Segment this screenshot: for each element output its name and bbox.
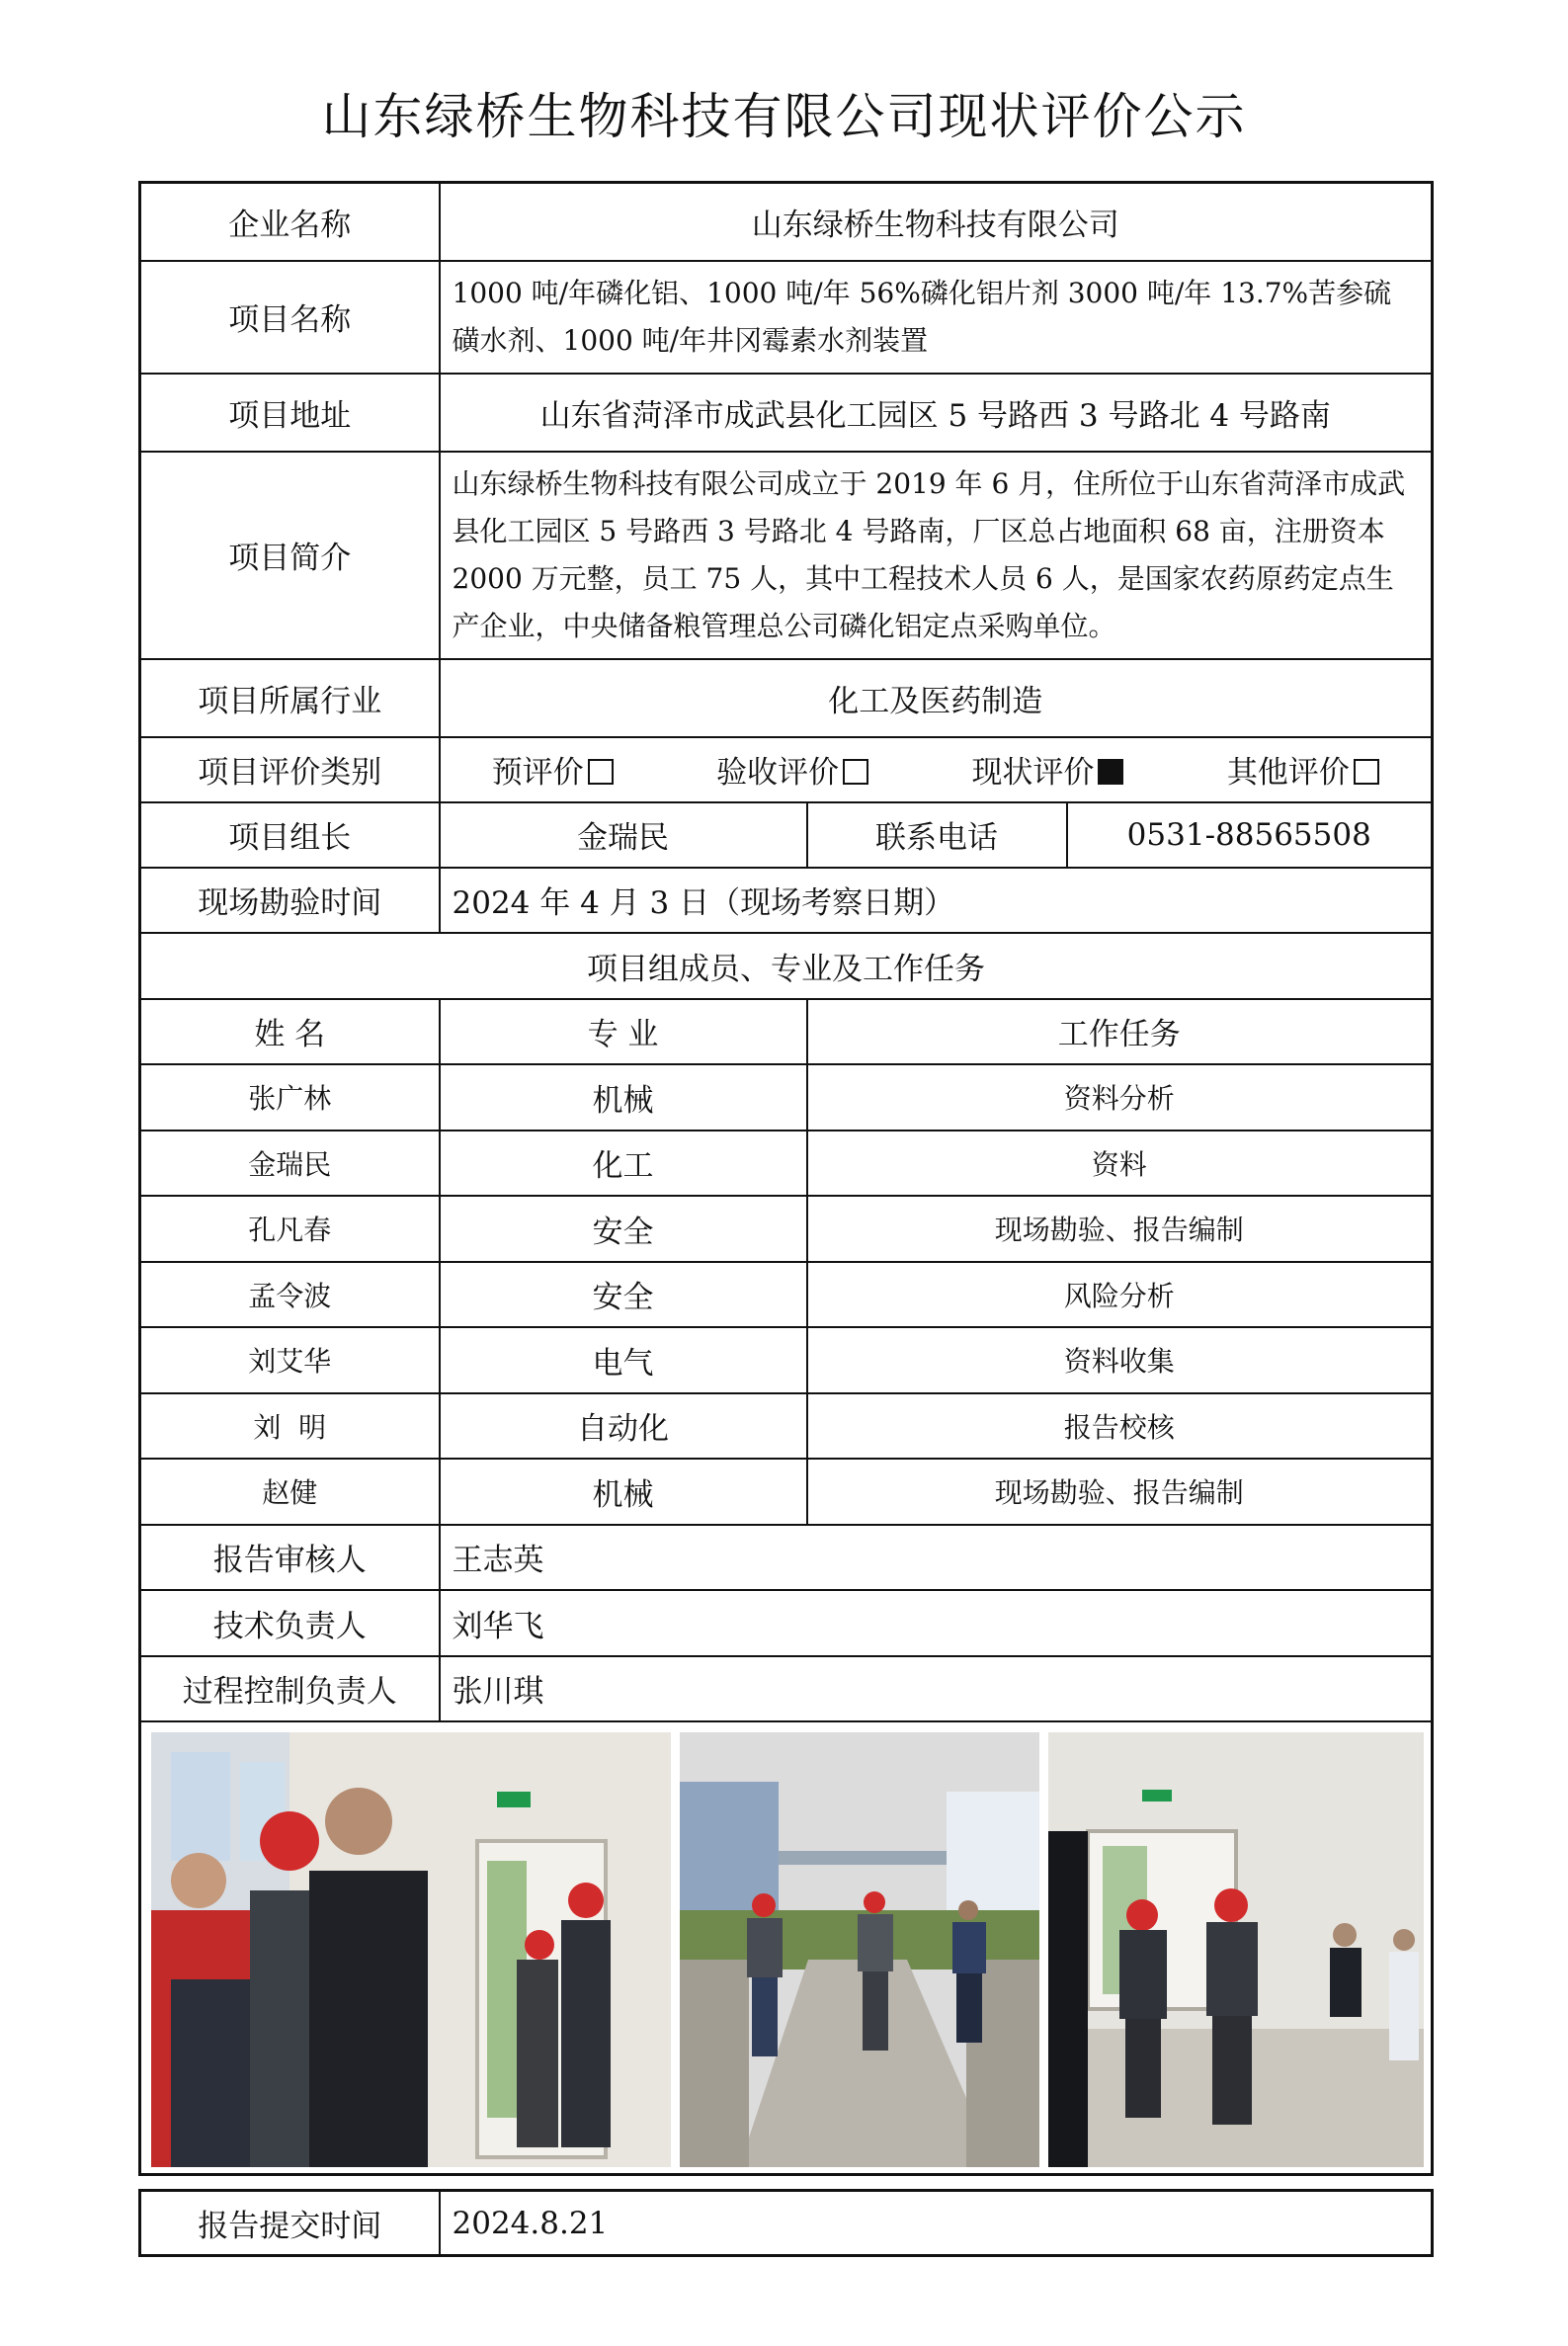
table-row [140,1393,1433,1459]
checked-box-icon [1098,759,1123,785]
checkbox-icon [588,759,614,785]
member-major: 安全 [440,1262,807,1327]
checkbox-icon [843,759,868,785]
team-header-major: 专 业 [440,999,807,1064]
member-major: 机械 [440,1459,807,1525]
member-major: 安全 [440,1196,807,1262]
member-task: 报告校核 [807,1393,1433,1459]
member-task: 资料 [807,1131,1433,1196]
leader-label: 项目组长 [140,802,440,868]
project-name-label: 项目名称 [140,261,440,374]
table-row [140,1064,1433,1131]
company-label: 企业名称 [140,183,440,261]
table-row [140,1327,1433,1393]
company-value: 山东绿桥生物科技有限公司 [440,183,1433,261]
tech-lead-label: 技术负责人 [140,1590,440,1656]
member-name: 张广林 [140,1064,440,1131]
team-header-name: 姓 名 [140,999,440,1064]
table-row [140,1131,1433,1196]
table-row [140,1196,1433,1262]
leader-value: 金瑞民 [440,802,807,868]
submit-value: 2024.8.21 [440,2191,1433,2256]
reviewer-label: 报告审核人 [140,1525,440,1590]
member-task: 资料收集 [807,1327,1433,1393]
category-option: 验收评价 [716,747,868,792]
checkbox-icon [1354,759,1379,785]
member-name: 刘艾华 [140,1327,440,1393]
reviewer-value: 王志英 [440,1525,1433,1590]
category-option: 其他评价 [1227,747,1379,792]
category-label: 项目评价类别 [140,737,440,802]
process-lead-label: 过程控制负责人 [140,1656,440,1721]
member-task: 现场勘验、报告编制 [807,1196,1433,1262]
info-table [138,181,1434,2176]
team-header-task: 工作任务 [807,999,1433,1064]
industry-label: 项目所属行业 [140,659,440,737]
member-task: 资料分析 [807,1064,1433,1131]
tech-lead-value: 刘华飞 [440,1590,1433,1656]
phone-value: 0531-88565508 [1067,802,1433,868]
address-value: 山东省菏泽市成武县化工园区 5 号路西 3 号路北 4 号路南 [440,374,1433,452]
member-task: 风险分析 [807,1262,1433,1327]
table-row [140,1459,1433,1525]
member-major: 自动化 [440,1393,807,1459]
address-label: 项目地址 [140,374,440,452]
phone-label: 联系电话 [807,802,1067,868]
member-name: 金瑞民 [140,1131,440,1196]
member-name: 孔凡春 [140,1196,440,1262]
photo-strip [140,1721,1433,2175]
survey-time-label: 现场勘验时间 [140,868,440,933]
member-name: 赵健 [140,1459,440,1525]
submit-label: 报告提交时间 [140,2191,440,2256]
category-option: 预评价 [492,747,614,792]
member-task: 现场勘验、报告编制 [807,1459,1433,1525]
member-major: 电气 [440,1327,807,1393]
member-name: 孟令波 [140,1262,440,1327]
member-major: 化工 [440,1131,807,1196]
member-major: 机械 [440,1064,807,1131]
page-title: 山东绿桥生物科技有限公司现状评价公示 [321,88,1247,145]
site-photo-1 [151,1732,671,2167]
site-photo-2 [680,1732,1039,2167]
industry-value: 化工及医药制造 [440,659,1433,737]
table-row [140,1262,1433,1327]
site-photo-3 [1048,1732,1424,2167]
member-name: 刘 明 [140,1393,440,1459]
project-name-value: 1000 吨/年磷化铝、1000 吨/年 56%磷化铝片剂 3000 吨/年 13.7%苦参硫磺水剂、1000 吨/年井冈霉素水剂装置 [440,261,1433,374]
intro-label: 项目简介 [140,452,440,659]
category-option: 现状评价 [971,747,1123,792]
category-options [440,737,1433,802]
team-heading: 项目组成员、专业及工作任务 [140,933,1433,999]
process-lead-value: 张川琪 [440,1656,1433,1721]
survey-time-value: 2024 年 4 月 3 日（现场考察日期） [440,868,1433,933]
submit-table [138,2189,1434,2257]
intro-value: 山东绿桥生物科技有限公司成立于 2019 年 6 月，住所位于山东省菏泽市成武县化工园区 5 号路西 3 号路北 4 号路南，厂区总占地面积 68 亩，注册资本 2000 万元整，员工 75 人，其中工程技术人员 6 人，是国家农药原药定点生产企业，中央储备粮管理总公司磷化铝定点采购单位。 [440,452,1433,659]
